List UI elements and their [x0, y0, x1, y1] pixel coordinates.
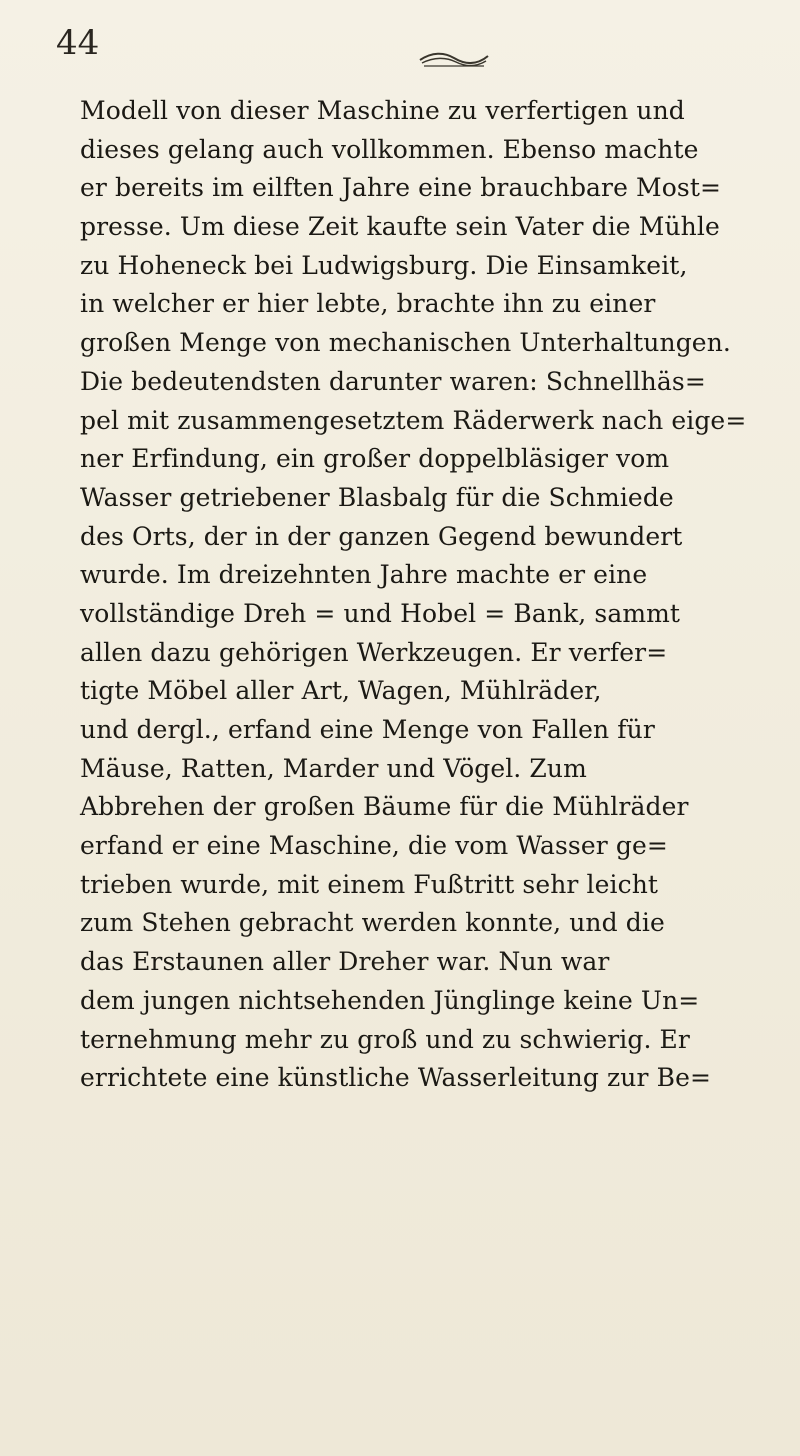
text-line: pel mit zusammengesetztem Räderwerk nach eige= [80, 405, 747, 435]
text-line: wurde. Im dreizehnten Jahre machte er eine [80, 560, 648, 590]
text-line: dem jungen nichtsehenden Jünglinge keine Un= [80, 985, 700, 1015]
text-line: trieben wurde, mit einem Fußtritt sehr leicht [80, 869, 659, 899]
page-number: 44 [56, 23, 100, 63]
text-line: erfand er eine Maschine, die vom Wasser ge= [80, 831, 668, 861]
body-text [80, 92, 770, 1098]
text-line: in welcher er hier lebte, brachte ihn zu einer [80, 289, 656, 319]
text-line: allen dazu gehörigen Werkzeugen. Er verfer= [80, 637, 668, 667]
text-line: und dergl., erfand eine Menge von Fallen für [80, 715, 655, 744]
text-line: Wasser getriebener Blasbalg für die Schmiede [80, 482, 674, 512]
text-line: Abbrehen der großen Bäume für die Mühlräder [80, 792, 689, 822]
text-line: ner Erfindung, ein großer doppelbläsiger vom [80, 444, 670, 474]
text-line: Modell von dieser Maschine zu verfertigen und [80, 96, 685, 125]
text-line: Die bedeutendsten darunter waren: Schnellhäs= [80, 366, 706, 396]
text-line: des Orts, der in der ganzen Gegend bewundert [80, 521, 683, 551]
text-line: ternehmung mehr zu groß und zu schwierig. Er [80, 1024, 690, 1054]
text-line: Mäuse, Ratten, Marder und Vögel. Zum [80, 753, 587, 783]
text-line: presse. Um diese Zeit kaufte sein Vater die Mühle [80, 212, 720, 242]
text-line: vollständige Dreh = und Hobel = Bank, sammt [80, 598, 681, 628]
header-ornament-icon [418, 48, 490, 70]
text-line: zu Hoheneck bei Ludwigsburg. Die Einsamkeit, [80, 250, 688, 280]
text-line: das Erstaunen aller Dreher war. Nun war [80, 947, 610, 977]
text-line: er bereits im eilften Jahre eine brauchbare Most= [80, 173, 722, 203]
text-line: errichtete eine künstliche Wasserleitung zur Be= [80, 1063, 712, 1093]
text-line: tigte Möbel aller Art, Wagen, Mühlräder, [80, 676, 602, 706]
text-line: zum Stehen gebracht werden konnte, und die [80, 908, 665, 938]
text-line: großen Menge von mechanischen Unterhaltungen. [80, 328, 731, 358]
text-line: dieses gelang auch vollkommen. Ebenso machte [80, 134, 699, 164]
